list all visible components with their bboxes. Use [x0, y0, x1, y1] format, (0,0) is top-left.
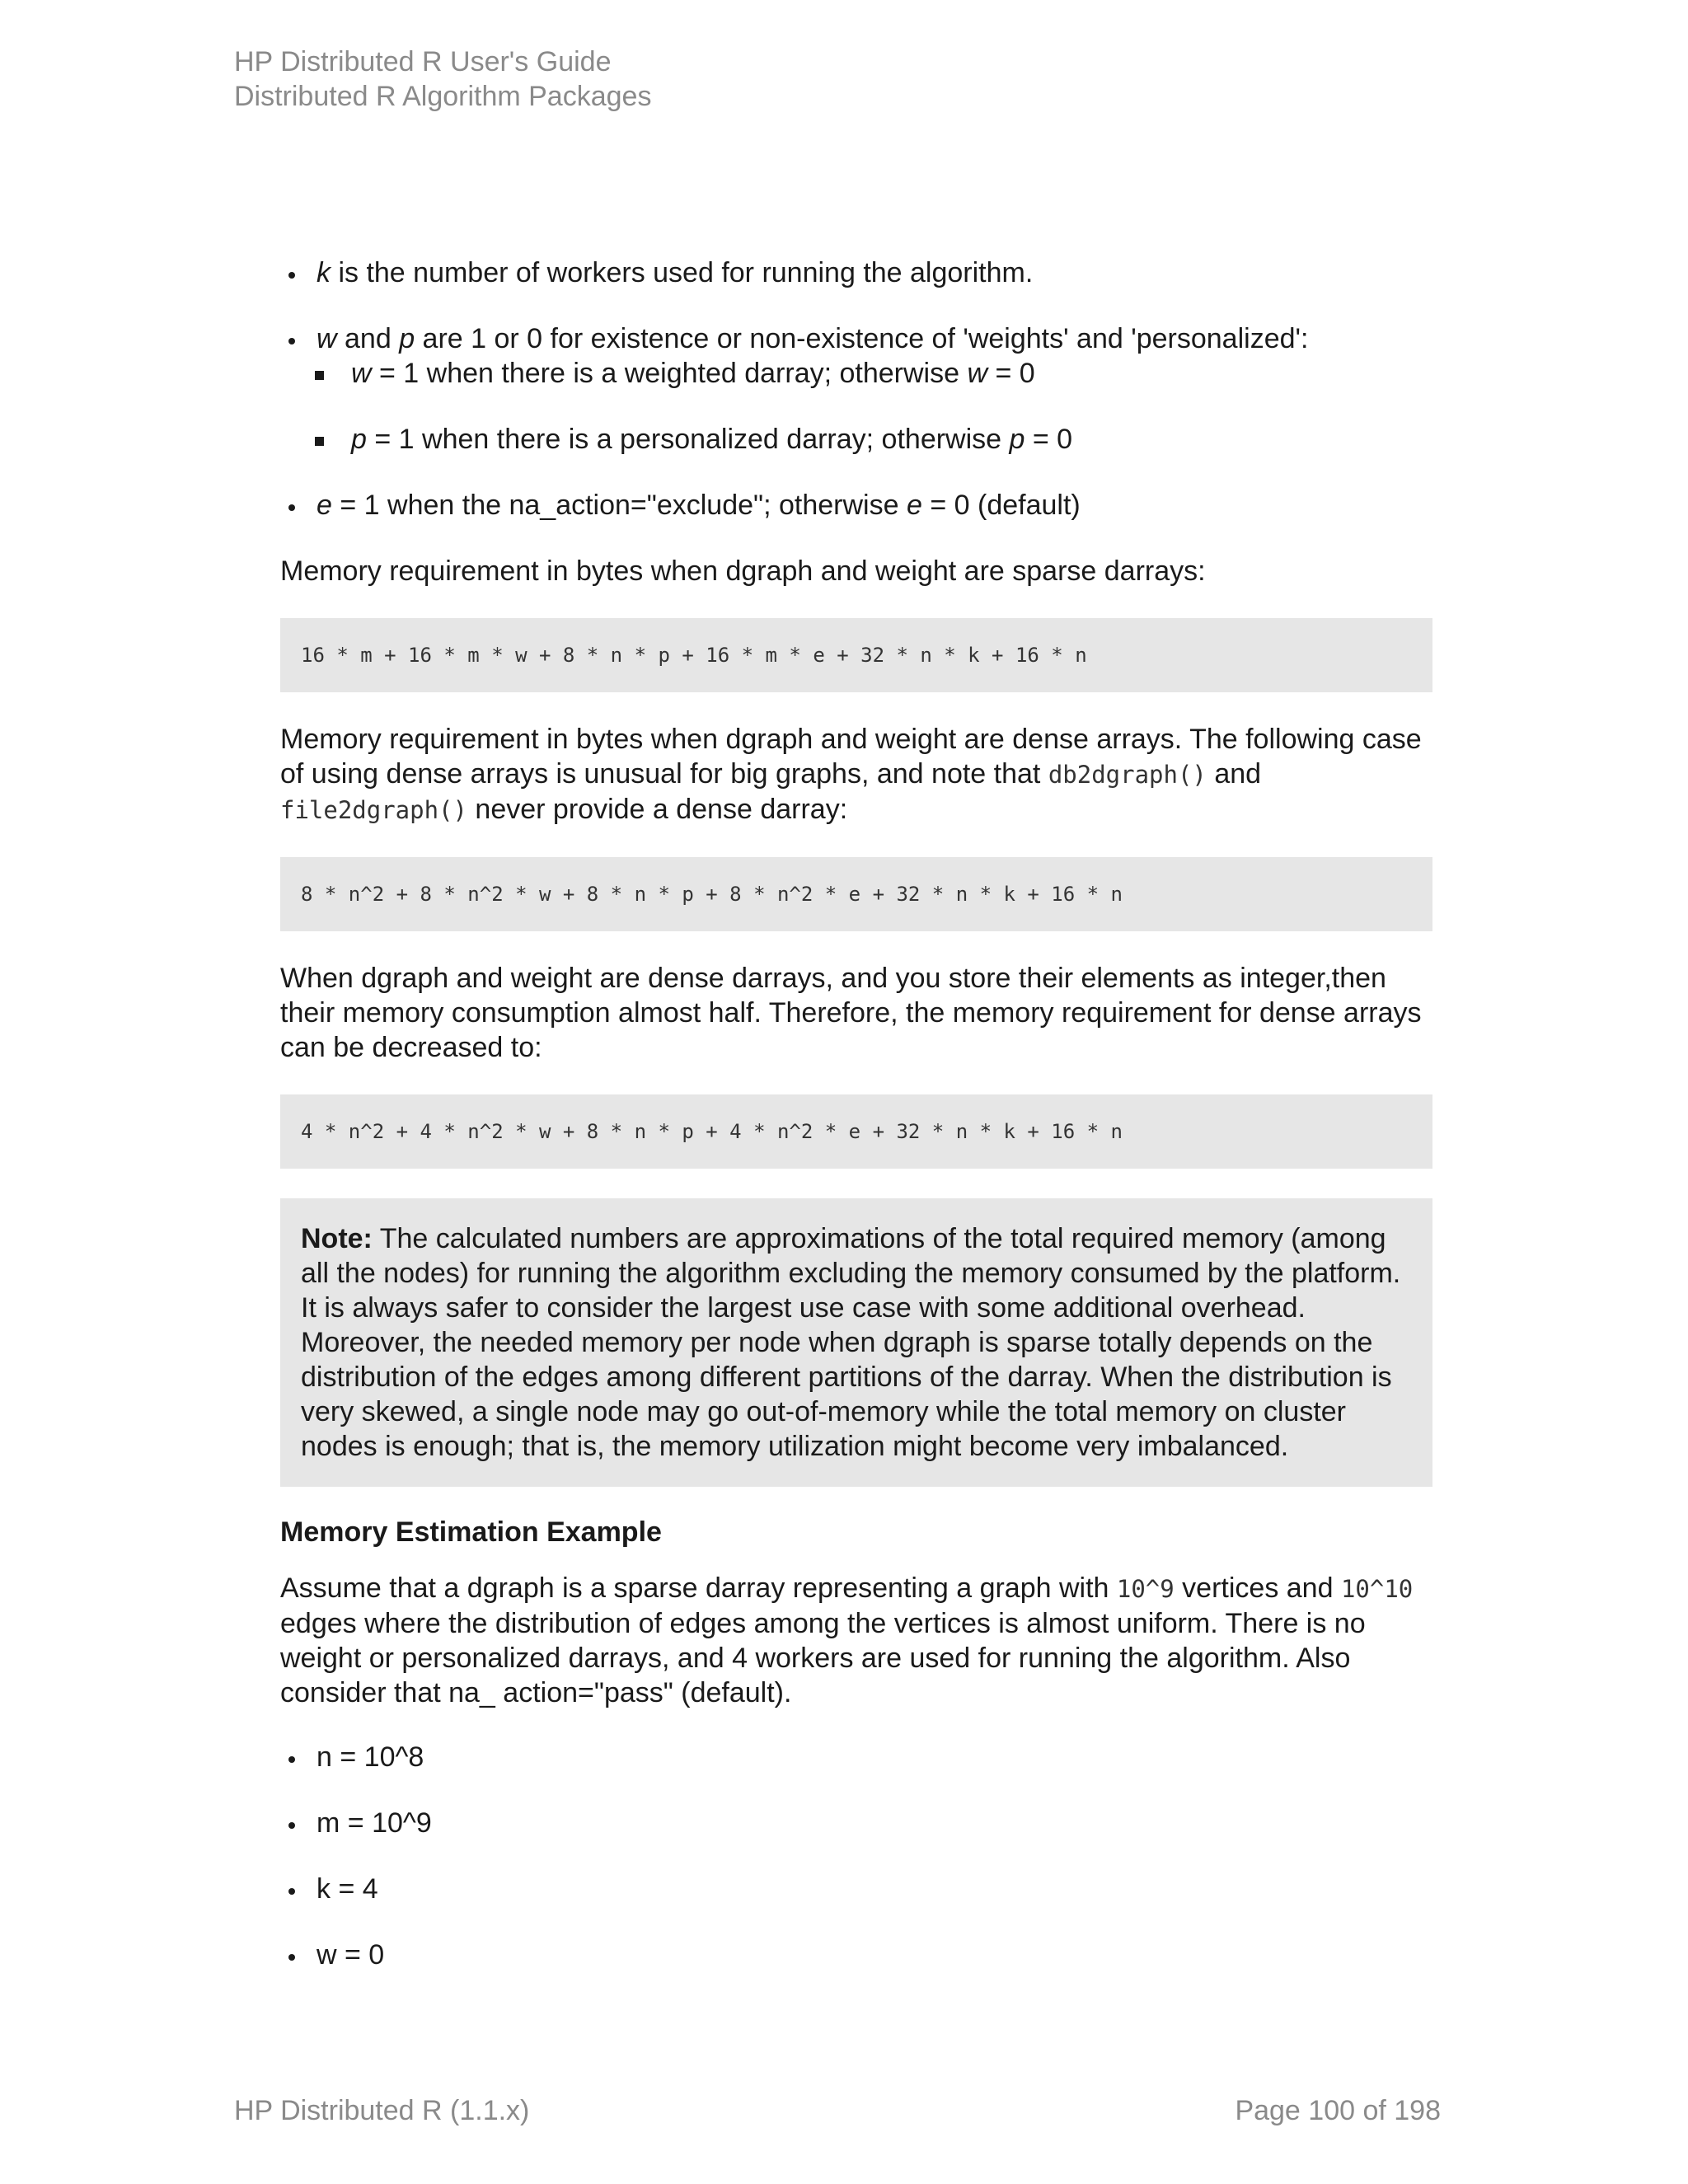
example-para: Assume that a dgraph is a sparse darray representing a graph with 10^9 vertices and 10^10 edges where the distribution of edges among the vertices is almost uniform. There is no weight or personalized darrays, and 4 workers are used for running the algorithm. Also consider that na_ action="pass" (default). [280, 1572, 1414, 1708]
bullet-e: e = 1 when the na_action="exclude"; otherwise e = 0 (default) [280, 488, 1434, 523]
note-text: The calculated numbers are approximations of the total required memory (among all the nodes) for running the algorithm excluding the memory consumed by the platform. It is always safer to consider the largest use case with some additional overhead. Moreover, the needed memory per node when dgraph is sparse totally depends on the distribution of the edges among different partitions of the darray. When the distribution is very skewed, a single node may go out-of-memory while the total memory on cluster nodes is enough; that is, the memory utilization might become very imbalanced. [301, 1223, 1401, 1462]
page-header [234, 45, 651, 114]
code-dense: 8 * n^2 + 8 * n^2 * w + 8 * n * p + 8 * n^2 * e + 32 * n * k + 16 * n [280, 857, 1432, 931]
main-content [280, 255, 1434, 2004]
value-n: n = 10^8 [280, 1740, 1434, 1774]
para-dense: Memory requirement in bytes when dgraph and weight are dense arrays. The following case of using dense arrays is unusual for big graphs, and note that db2dgraph() and file2dgraph() never provide a dense darray: [280, 724, 1422, 825]
example-heading: Memory Estimation Example [280, 1516, 662, 1548]
header-guide-title: HP Distributed R User's Guide [234, 46, 612, 77]
subbullet-p: p = 1 when there is a personalized darray; otherwise p = 0 [280, 422, 1434, 457]
bullet-k: k is the number of workers used for running the algorithm. [280, 255, 1434, 290]
value-w: w = 0 [280, 1938, 1434, 1972]
code-file2dgraph: file2dgraph() [280, 796, 467, 824]
code-integer: 4 * n^2 + 4 * n^2 * w + 8 * n * p + 4 * n^2 * e + 32 * n * k + 16 * n [280, 1094, 1432, 1169]
bullet-wp: w and p are 1 or 0 for existence or non-existence of 'weights' and 'personalized': [280, 321, 1434, 356]
para-sparse: Memory requirement in bytes when dgraph and weight are sparse darrays: [280, 555, 1206, 587]
code-db2dgraph: db2dgraph() [1048, 761, 1207, 789]
note-box [280, 1198, 1432, 1487]
footer-page-number: Page 100 of 198 [1235, 2095, 1441, 2126]
note-label: Note: [301, 1223, 373, 1254]
value-k: k = 4 [280, 1872, 1434, 1906]
footer-product: HP Distributed R (1.1.x) [234, 2095, 530, 2126]
value-m: m = 10^9 [280, 1806, 1434, 1840]
subbullet-w: w = 1 when there is a weighted darray; otherwise w = 0 [280, 356, 1434, 391]
para-integer: When dgraph and weight are dense darrays, and you store their elements as integer,then their memory consumption almost half. Therefore, the memory requirement for dense arrays can be decreased to: [280, 963, 1422, 1063]
code-sparse: 16 * m + 16 * m * w + 8 * n * p + 16 * m * e + 32 * n * k + 16 * n [280, 618, 1432, 692]
header-section-title: Distributed R Algorithm Packages [234, 81, 652, 112]
